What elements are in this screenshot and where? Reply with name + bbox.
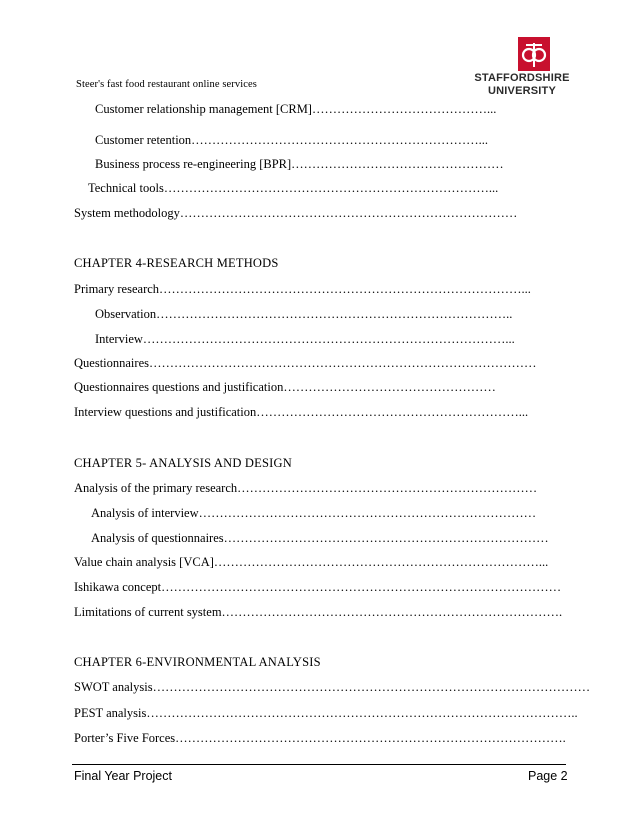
running-header: Steer's fast food restaurant online services — [76, 79, 257, 90]
toc-entry-vca: Value chain analysis [VCA]……………………………………………………………………... — [74, 555, 549, 569]
toc-entry-ishikawa: Ishikawa concept…………………………………………………………………………………… — [74, 580, 562, 594]
toc-entry-customer-retention: Customer retention……………………………………………………………... — [95, 133, 489, 147]
toc-entry-limitations: Limitations of current system………………………………………………………………………. — [74, 605, 563, 619]
toc-entry-porters-five-forces: Porter’s Five Forces…………………………………………………………………………………. — [74, 731, 566, 745]
toc-entry-primary-research-analysis: Analysis of the primary research……………………………………………………………… — [74, 481, 538, 495]
toc-entry-questionnaire-analysis: Analysis of questionnaires…………………………………………………………………… — [91, 531, 549, 545]
toc-entry-questionnaires: Questionnaires………………………………………………………………………………… — [74, 356, 537, 370]
footer-page-number: Page 2 — [528, 769, 568, 783]
toc-entry-interview-analysis: Analysis of interview……………………………………………………………………… — [91, 506, 537, 520]
chapter-heading-5: CHAPTER 5- ANALYSIS AND DESIGN — [74, 456, 292, 470]
toc-entry-primary-research: Primary research……………………………………………………………………………... — [74, 282, 531, 296]
toc-entry-pest: PEST analysis………………………………………………………………………………………….. — [74, 706, 578, 720]
footer-divider — [72, 764, 566, 765]
toc-entry-observation: Observation………………………………………………………………………….. — [95, 307, 513, 321]
logo-text-line2: UNIVERSITY — [487, 85, 556, 97]
logo-text-line1: STAFFORDSHIRE — [474, 72, 570, 84]
chapter-heading-6: CHAPTER 6-ENVIRONMENTAL ANALYSIS — [74, 655, 321, 669]
toc-entry-system-methodology: System methodology……………………………………………………………………… — [74, 206, 518, 220]
chapter-heading-4: CHAPTER 4-RESEARCH METHODS — [74, 256, 279, 270]
toc-entry-bpr: Business process re-engineering [BPR]…………………………………………… — [95, 157, 504, 171]
footer-project-label: Final Year Project — [74, 769, 172, 783]
toc-entry-interview: Interview……………………………………………………………………………... — [95, 332, 515, 346]
toc-entry-questionnaire-questions: Questionnaires questions and justification…………………………………………… — [74, 380, 496, 394]
toc-entry-technical-tools: Technical tools……………………………………………………………………... — [88, 181, 499, 195]
toc-entry-interview-questions: Interview questions and justification………………………………………………………... — [74, 405, 529, 419]
toc-entry-swot: SWOT analysis…………………………………………………………………………………………… — [74, 680, 591, 694]
toc-entry-crm: Customer relationship management [CRM]……………………………………... — [95, 102, 497, 116]
